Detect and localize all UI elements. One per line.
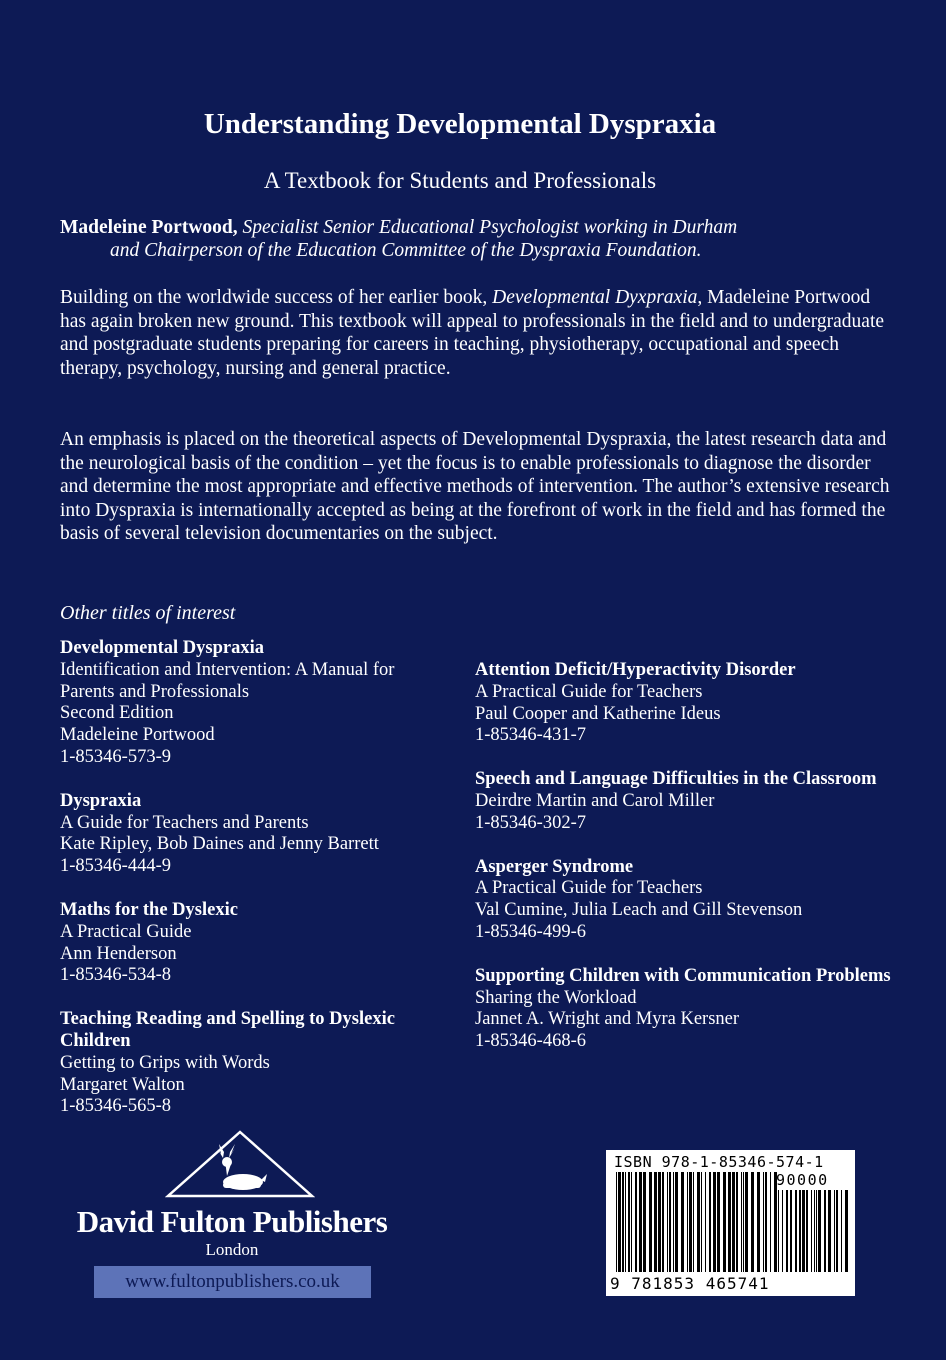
barcode-bar <box>743 1172 744 1272</box>
title-entry <box>60 900 460 987</box>
barcode-bar <box>778 1190 779 1272</box>
barcode-bar <box>741 1172 742 1272</box>
title-entry-detail: 1-85346-431-7 <box>475 725 586 746</box>
barcode-bar <box>643 1172 646 1272</box>
barcode-bar <box>687 1172 688 1272</box>
barcode-bar <box>782 1190 783 1272</box>
barcode-bar <box>723 1172 726 1272</box>
barcode-bar <box>622 1172 624 1272</box>
barcode-bar <box>795 1190 797 1272</box>
title-entry-detail: A Practical Guide for Teachers <box>475 681 703 702</box>
title-entry-detail: A Guide for Teachers and Parents <box>60 812 309 833</box>
other-titles-right-column <box>475 660 895 1075</box>
price-code: 90000 <box>776 1171 829 1189</box>
barcode-bar <box>732 1172 735 1272</box>
title-entry <box>60 1009 460 1118</box>
barcode-bar <box>751 1172 754 1272</box>
title-entry-title: Teaching Reading and Spelling to Dyslexic Children <box>60 1009 395 1051</box>
title-entry-detail: Identification and Intervention: A Manual for <box>60 659 395 680</box>
barcode-bar <box>675 1172 678 1272</box>
title-entry-title: Developmental Dyspraxia <box>60 638 264 658</box>
title-entry-detail: Margaret Walton <box>60 1074 185 1095</box>
barcode-bar <box>824 1190 826 1272</box>
barcode-bar <box>689 1172 692 1272</box>
barcode-bar <box>736 1172 738 1272</box>
book-title: Understanding Developmental Dyspraxia <box>203 108 717 140</box>
title-entry-title: Supporting Children with Communication Problems <box>475 965 891 986</box>
book-subtitle: A Textbook for Students and Professionals <box>263 168 657 193</box>
barcode-bar <box>705 1172 706 1272</box>
barcode-bar <box>802 1190 805 1272</box>
title-entry-detail: A Practical Guide <box>60 921 192 942</box>
barcode-bar <box>845 1190 848 1272</box>
author-name: Madeleine Portwood, <box>60 217 238 238</box>
title-entry-title: Maths for the Dyslexic <box>60 899 238 920</box>
barcode-bar <box>790 1190 792 1272</box>
title-entry-detail: Jannet A. Wright and Myra Kersner <box>475 1009 740 1030</box>
blurb-paragraph-2: An emphasis is placed on the theoretical aspects of Developmental Dyspraxia, the latest research data and the neurological basis of the condition – yet the focus is to enable professionals to diagnose the disorder and determine the most appropriate and effective methods of intervention. The author’s extensive research into Dyspraxia is internationally accepted as being at the forefront of work in the field and has formed the basis of several television documentaries on the subject. <box>60 429 890 544</box>
barcode-bar <box>669 1172 671 1272</box>
barcode-bar <box>816 1190 817 1272</box>
barcode-bar <box>631 1172 632 1272</box>
title-entry-detail: Paul Cooper and Katherine Ideus <box>475 703 721 724</box>
barcode-bar <box>728 1172 731 1272</box>
barcode-bar <box>709 1172 711 1272</box>
title-entry-detail: Kate Ripley, Bob Daines and Jenny Barrett <box>60 834 379 855</box>
stag-in-triangle-icon <box>165 1130 315 1198</box>
author-role-line2: and Chairperson of the Education Committee of the Dyspraxia Foundation. <box>110 240 702 261</box>
barcode-bar <box>836 1190 838 1272</box>
title-entry-detail: Ann Henderson <box>60 943 177 964</box>
author-role-line1: Specialist Senior Educational Psychologist working in Durham <box>242 217 738 238</box>
barcode-bar <box>693 1172 694 1272</box>
barcode-bar <box>639 1172 642 1272</box>
title-entry-detail: 1-85346-468-6 <box>475 1031 586 1052</box>
barcode-bar <box>765 1172 767 1272</box>
publisher-name: David Fulton Publishers <box>76 1204 388 1239</box>
title-entry <box>475 966 895 1053</box>
title-entry-detail: Val Cumine, Julia Leach and Gill Stevenson <box>475 900 803 921</box>
title-entry-detail: 1-85346-499-6 <box>475 921 586 942</box>
barcode-bar <box>713 1172 716 1272</box>
title-entry-title: Speech and Language Difficulties in the Classroom <box>475 769 877 790</box>
barcode-bar <box>770 1172 771 1272</box>
other-titles-left-column <box>60 638 460 1140</box>
title-entry-detail: 1-85346-302-7 <box>475 812 586 833</box>
barcode-bar <box>649 1172 652 1272</box>
title-entry-detail: 1-85346-444-9 <box>60 856 171 877</box>
title-entry-title: Attention Deficit/Hyperactivity Disorder <box>475 660 796 680</box>
barcode-bar <box>841 1190 842 1272</box>
barcode-bar <box>667 1172 668 1272</box>
title-entry-detail: Madeleine Portwood <box>60 725 215 746</box>
barcode-bar <box>834 1190 835 1272</box>
barcode-bar <box>818 1190 821 1272</box>
barcode-bar <box>745 1172 748 1272</box>
barcode-bar <box>806 1190 808 1272</box>
blurb-paragraph-1 <box>60 286 890 380</box>
barcode-bar <box>658 1172 661 1272</box>
barcode-bar <box>681 1172 684 1272</box>
barcode-bar <box>697 1172 700 1272</box>
barcode-bar <box>662 1172 664 1272</box>
title-entry-detail: Deirdre Martin and Carol Miller <box>475 790 715 811</box>
blurb-text: Building on the worldwide success of her earlier book, <box>60 287 493 308</box>
title-entry-detail: Getting to Grips with Words <box>60 1052 270 1073</box>
blurb-text: , Madeleine Portwood has again broken new ground. This textbook will appeal to professionals in the field and to undergraduate and postgraduate students preparing for careers in teaching, physiotherapy, occupational and speech therapy, psychology, nursing and general practice. <box>60 287 885 379</box>
barcode-bar <box>616 1172 617 1272</box>
ean-digits: 9 781853 465741 <box>610 1274 770 1293</box>
barcode-bar <box>654 1172 657 1272</box>
other-titles-heading: Other titles of interest <box>60 602 236 624</box>
title-entry <box>475 857 895 944</box>
title-entry-detail: Second Edition <box>60 703 174 724</box>
barcode-bar <box>717 1172 720 1272</box>
barcode-bar <box>811 1190 812 1272</box>
barcode-bar <box>757 1172 760 1272</box>
barcode-bar <box>625 1172 626 1272</box>
title-entry <box>60 638 460 769</box>
barcode-bar <box>618 1172 621 1272</box>
barcode-bar <box>701 1172 702 1272</box>
barcode-bar <box>786 1190 788 1272</box>
isbn-barcode <box>606 1150 855 1296</box>
title-entry <box>60 791 460 878</box>
publisher-city: London <box>205 1240 259 1259</box>
title-entry <box>475 769 895 834</box>
title-entry-detail: 1-85346-573-9 <box>60 746 171 767</box>
title-entry-detail: Sharing the Workload <box>475 987 637 1008</box>
title-entry-detail: 1-85346-534-8 <box>60 965 171 986</box>
barcode-bar <box>814 1190 815 1272</box>
title-entry-detail: A Practical Guide for Teachers <box>475 878 703 899</box>
author-block <box>60 216 890 262</box>
barcode-bar <box>673 1172 674 1272</box>
title-entry-title: Asperger Syndrome <box>475 856 634 877</box>
title-entry-detail: 1-85346-565-8 <box>60 1096 171 1117</box>
isbn-label: ISBN 978-1-85346-574-1 <box>614 1153 824 1171</box>
barcode-bar <box>828 1190 831 1272</box>
title-entry-detail: Parents and Professionals <box>60 681 250 702</box>
publisher-url[interactable]: www.fultonpublishers.co.uk <box>94 1266 371 1298</box>
barcode-bar <box>799 1190 801 1272</box>
barcode-bar <box>628 1172 630 1272</box>
barcode-bar <box>763 1172 764 1272</box>
title-entry-title: Dyspraxia <box>60 790 142 811</box>
title-entry <box>475 660 895 747</box>
barcode-bar <box>635 1172 637 1272</box>
earlier-book-title: Developmental Dyxpraxia <box>492 287 698 308</box>
